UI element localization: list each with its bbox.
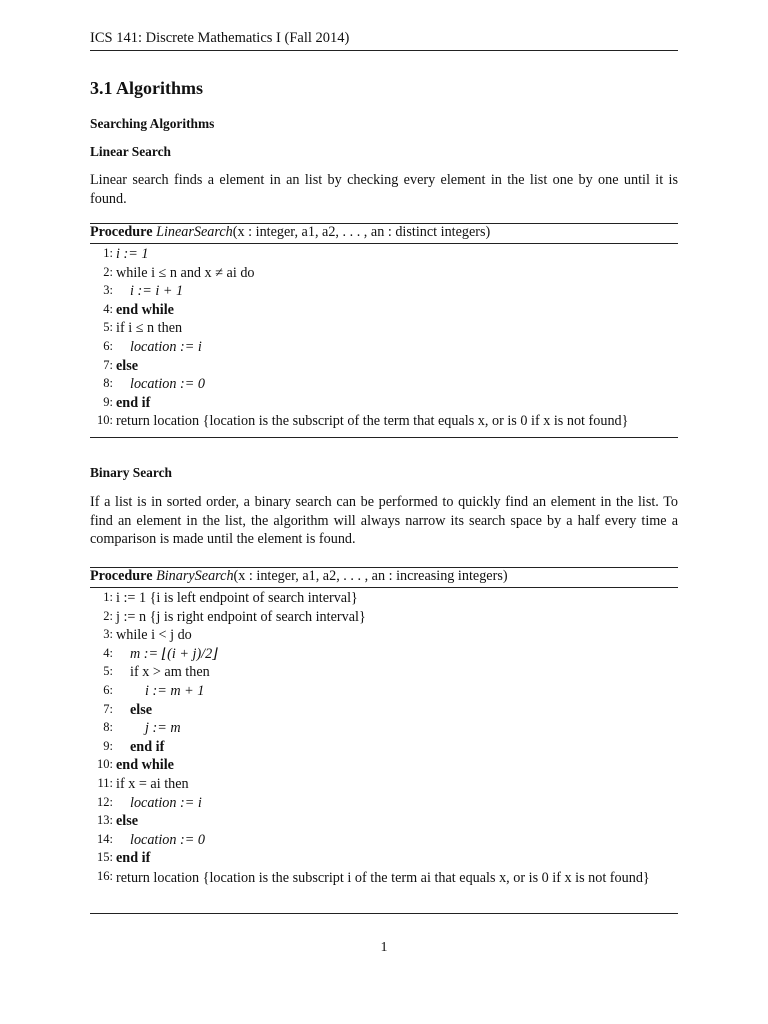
procedure-name: BinarySearch bbox=[156, 568, 234, 584]
procedure-params: (x : integer, a1, a2, . . . , an : increasing integers) bbox=[233, 568, 508, 584]
procedure-keyword: Procedure bbox=[90, 568, 153, 584]
procedure-params: (x : integer, a1, a2, . . . , an : distinct integers) bbox=[232, 224, 491, 240]
linear-procedure-caption bbox=[90, 224, 490, 241]
binary-search-heading: Binary Search bbox=[90, 465, 172, 480]
section-title: 3.1 Algorithms bbox=[90, 78, 204, 98]
header-rule bbox=[90, 50, 678, 51]
algorithm-caption-rule bbox=[90, 243, 678, 244]
page-number: 1 bbox=[380, 940, 388, 955]
algorithm-bottom-rule bbox=[90, 913, 678, 914]
binary-procedure-caption bbox=[90, 568, 508, 585]
procedure-keyword: Procedure bbox=[90, 224, 153, 240]
linear-search-description: Linear search finds a element in an list by checking every element in the list one by one until it is found. bbox=[90, 172, 678, 207]
algorithm-caption-rule bbox=[90, 587, 678, 588]
searching-algorithms-heading: Searching Algorithms bbox=[90, 116, 215, 131]
running-header: ICS 141: Discrete Mathematics I (Fall 2014) bbox=[90, 30, 350, 46]
algorithm-bottom-rule bbox=[90, 437, 678, 438]
linear-search-heading: Linear Search bbox=[90, 144, 171, 159]
procedure-name: LinearSearch bbox=[156, 224, 233, 240]
binary-search-description: If a list is in sorted order, a binary search can be performed to quickly find an element in the list. To find an element in the list, the algorithm will always narrow its search space by a half every time a comparison is made until the element is found. bbox=[90, 494, 678, 548]
